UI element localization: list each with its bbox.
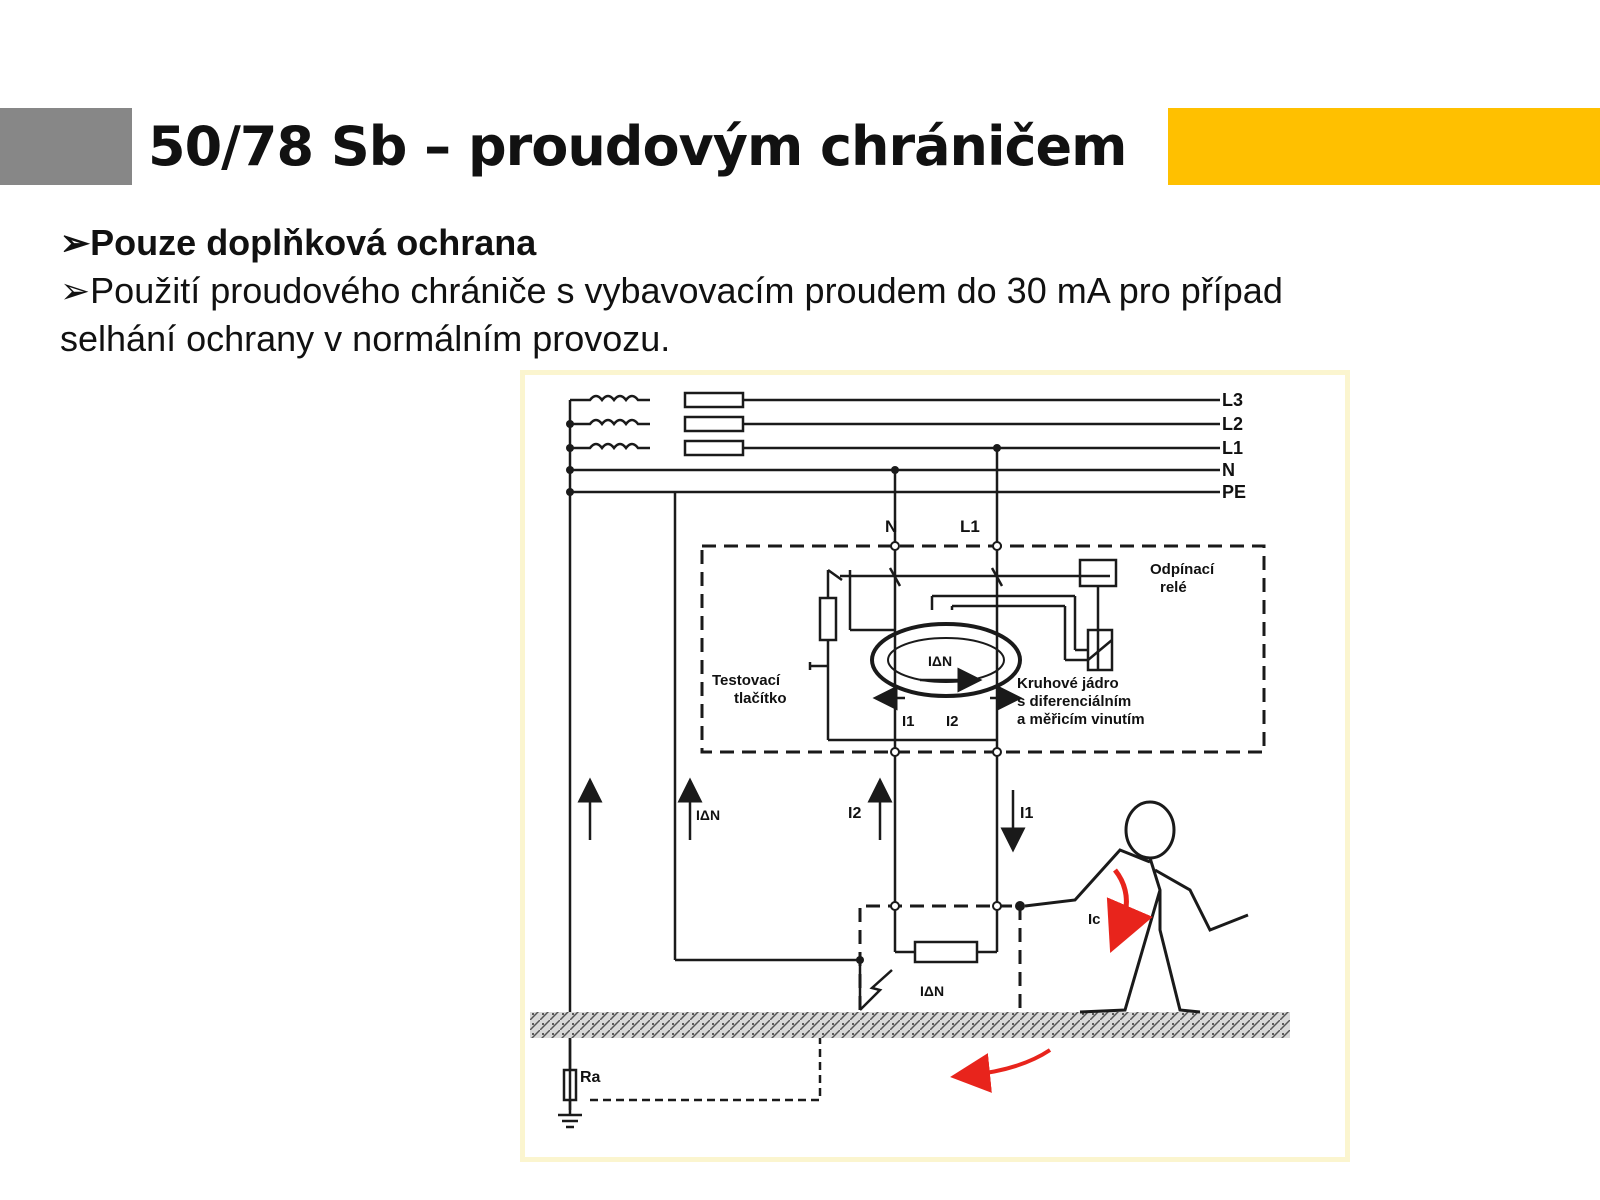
label-l3: L3 (1222, 390, 1244, 410)
bullet-2: ➢Použití proudového chrániče s vybavovacím proudem do 30 mA pro případ (60, 270, 1283, 311)
bullet-arrow-icon: ➢ (60, 270, 91, 311)
bullet-1: ➢Pouze doplňková ochrana (60, 222, 537, 263)
fault-current-label: IΔN (920, 983, 945, 999)
core-label-3: a měřicím vinutím (1017, 711, 1145, 728)
rcd-terminal-n: N (885, 517, 898, 536)
core-label-1: Kruhové jádro (1017, 675, 1119, 692)
test-button-label-1: Testovací (712, 672, 781, 689)
relay-label-2: relé (1160, 579, 1187, 596)
test-button-label-2: tlačítko (734, 690, 787, 707)
relay-label-1: Odpínací (1150, 561, 1215, 578)
rcd-terminal-l1: L1 (960, 517, 980, 536)
slide-title: 50/78 Sb – proudovým chráničem (148, 115, 1127, 178)
i2-label: I2 (848, 805, 862, 822)
title-accent-yellow (1168, 108, 1600, 185)
label-l1: L1 (1222, 438, 1244, 458)
body-current-label: Ic (1088, 911, 1101, 928)
ground-strip (530, 1012, 1290, 1038)
bullet-arrow-icon: ➢ (60, 222, 91, 263)
i1-label: I1 (1020, 805, 1034, 822)
core-label-2: s diferenciálním (1017, 693, 1132, 710)
title-accent-gray (0, 108, 132, 185)
core-i2-label: I2 (946, 713, 959, 730)
label-n: N (1222, 460, 1235, 480)
leakage-current-label: IΔN (696, 807, 721, 823)
bullet-2-continued: selhání ochrany v normálním provozu. (60, 318, 671, 359)
label-pe: PE (1222, 482, 1247, 502)
core-i1-label: I1 (902, 713, 915, 730)
core-current-label: IΔN (928, 653, 953, 669)
label-l2: L2 (1222, 414, 1244, 434)
rcd-circuit-diagram (520, 370, 1350, 1162)
earth-resistance-label: Ra (580, 1069, 601, 1086)
